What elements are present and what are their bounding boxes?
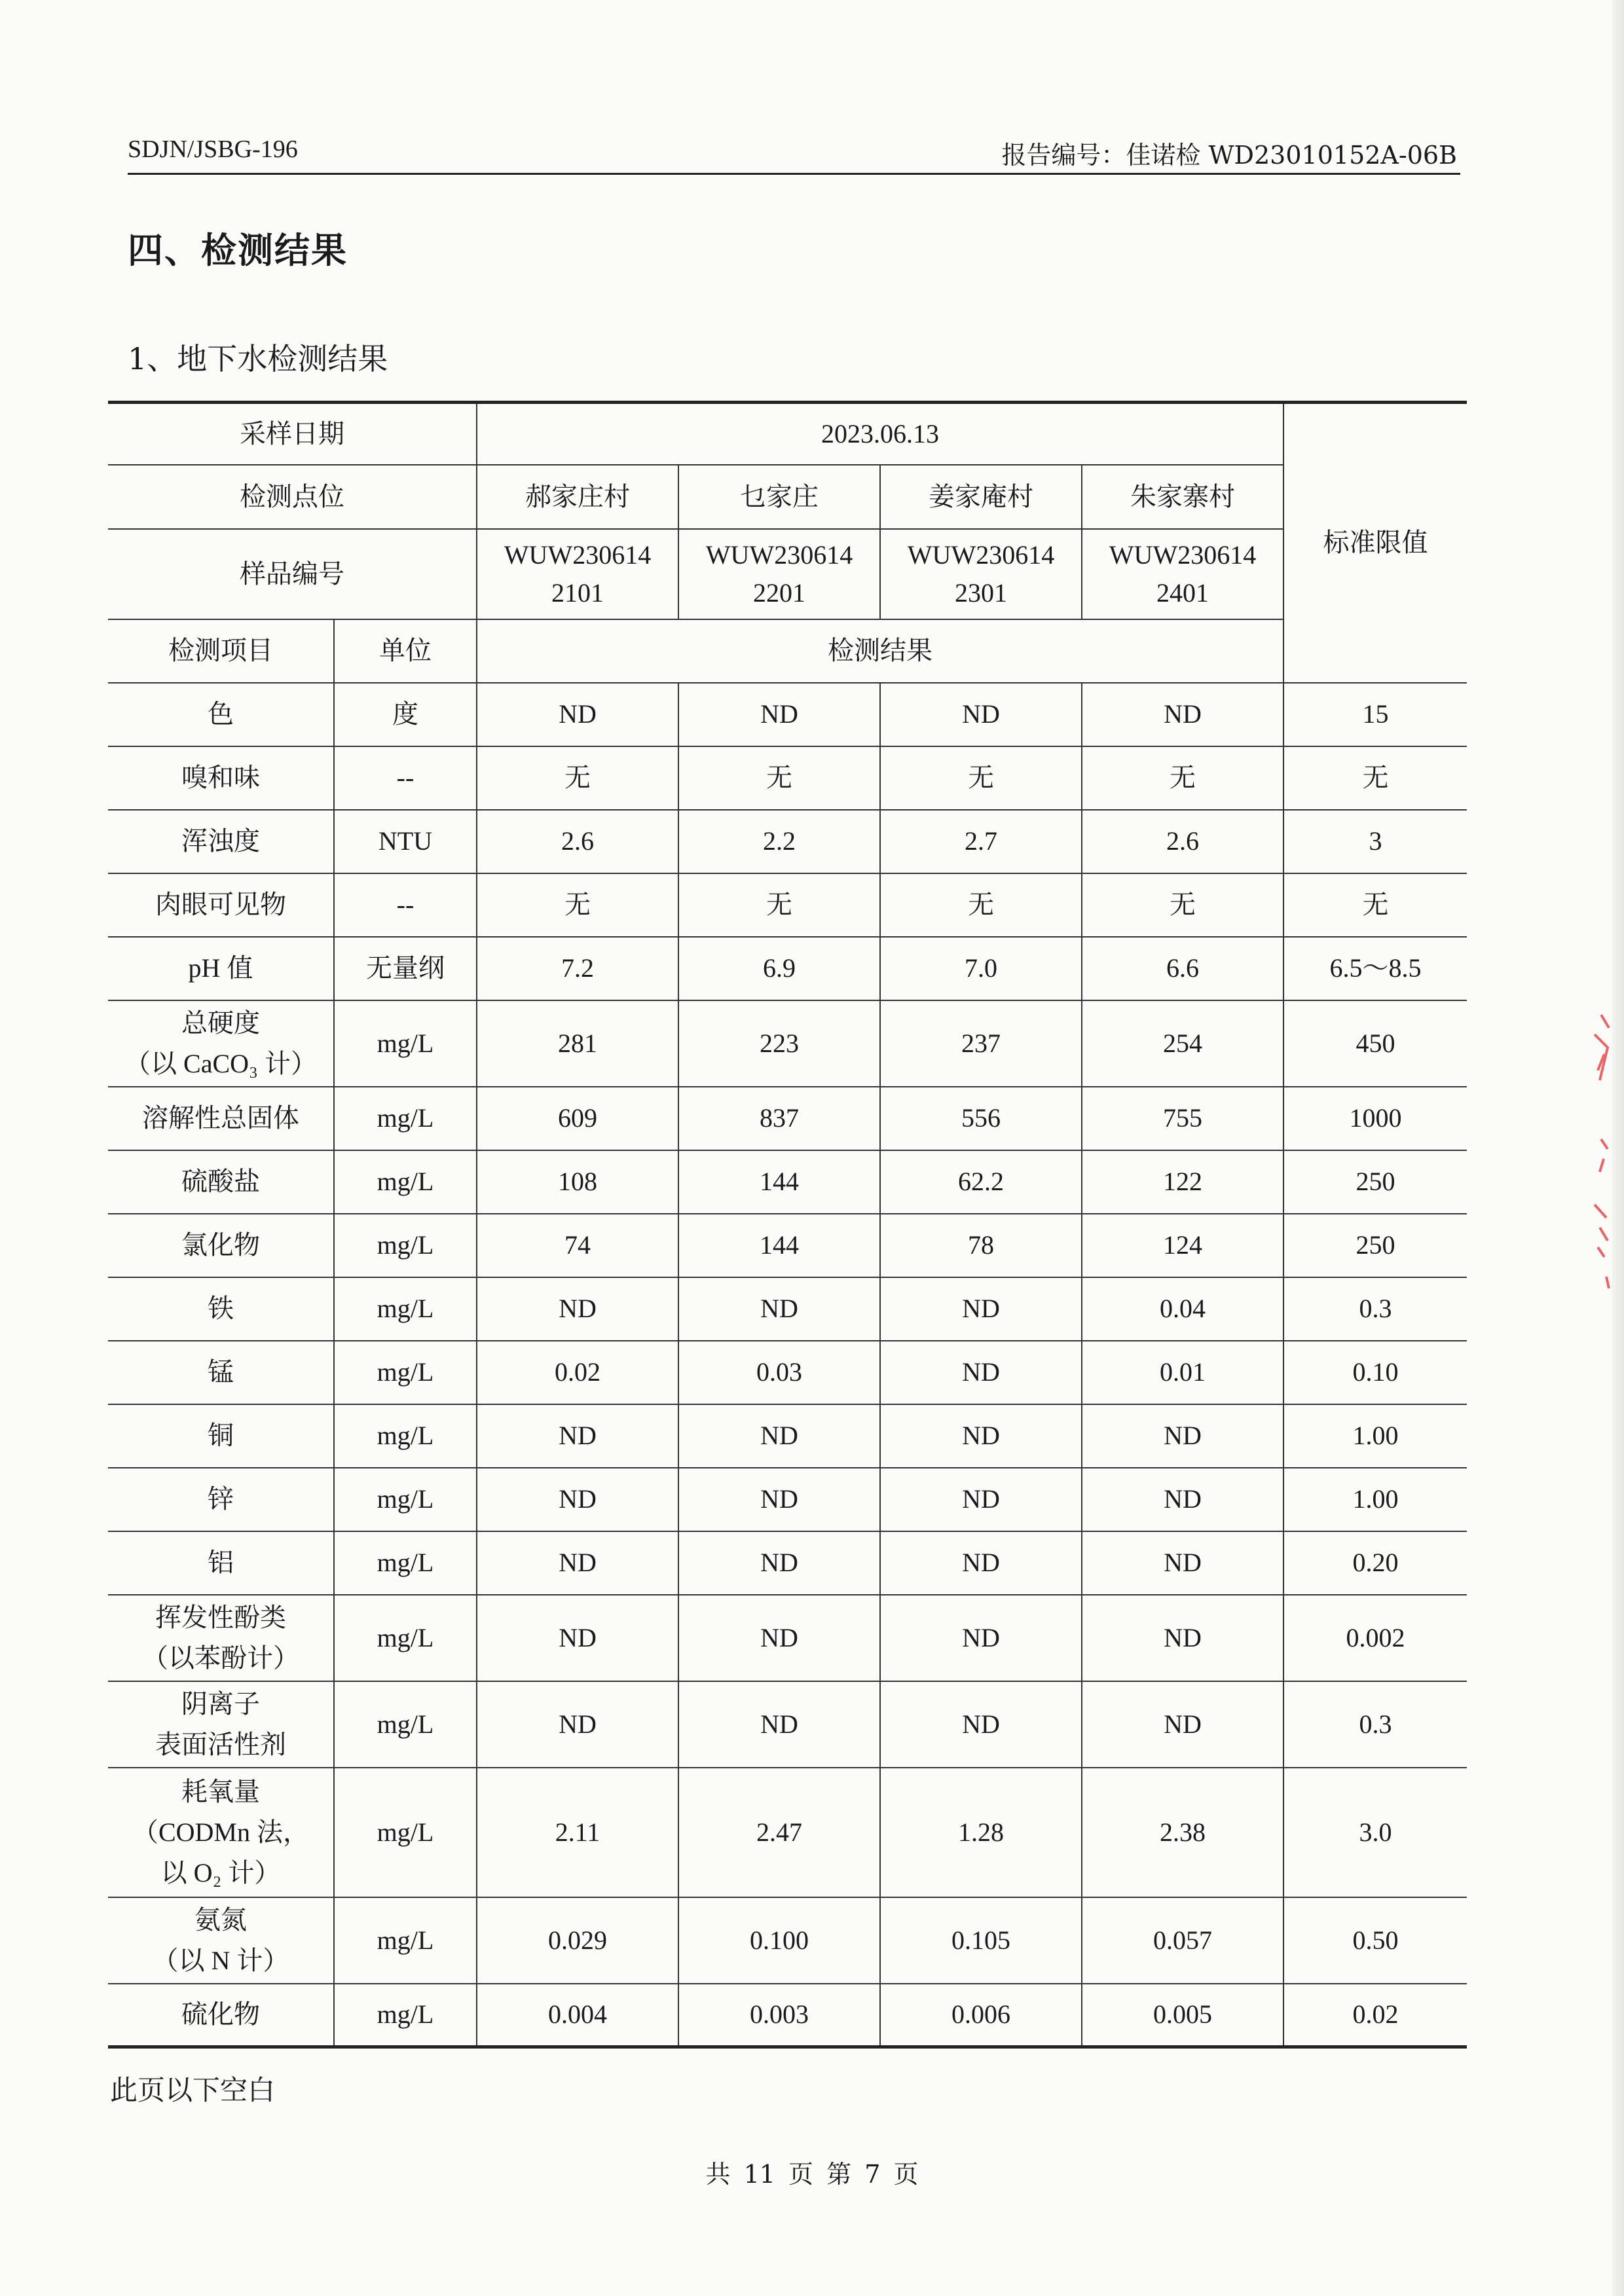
page-footer: 共 11 页 第 7 页 [705, 2160, 919, 2189]
result-value: ND [880, 1681, 1082, 1768]
result-value: 223 [678, 1000, 880, 1087]
item-name-line: 氨氮 [194, 1904, 247, 1935]
result-header: 检测结果 [477, 619, 1283, 683]
item-name [108, 683, 334, 746]
item-name [108, 873, 334, 937]
item-name-line: 阴离子 [181, 1688, 260, 1719]
result-row [108, 1277, 1467, 1341]
unit-cell: mg/L [334, 1341, 477, 1404]
result-value: 837 [678, 1087, 880, 1150]
result-row [108, 683, 1467, 746]
result-row [108, 1595, 1467, 1681]
item-name [108, 1595, 334, 1681]
item-name [108, 1000, 334, 1087]
groundwater-results-table [108, 401, 1467, 2049]
unit-cell: 无量纲 [334, 937, 477, 1000]
result-value: 0.04 [1082, 1277, 1283, 1341]
result-value: 0.057 [1082, 1897, 1283, 1984]
item-name-line: 铁 [208, 1294, 234, 1323]
result-value: 78 [880, 1214, 1082, 1277]
limit-value: 1.00 [1283, 1404, 1467, 1468]
result-value: ND [880, 1404, 1082, 1468]
sample-no-line: 2101 [551, 577, 604, 608]
item-header: 检测项目 [108, 619, 334, 683]
item-name-line: （以 N 计） [152, 1945, 289, 1975]
result-value: 2.7 [880, 810, 1082, 873]
unit-cell: mg/L [334, 1087, 477, 1150]
result-value: ND [477, 1681, 678, 1768]
sampling-date: 2023.06.13 [477, 403, 1283, 465]
result-value: 556 [880, 1087, 1082, 1150]
result-value: 0.100 [678, 1897, 880, 1984]
result-row [108, 1000, 1467, 1087]
site-name: 郝家庄村 [477, 465, 678, 529]
header-rule [128, 173, 1460, 175]
limit-value: 0.3 [1283, 1681, 1467, 1768]
result-value: 2.38 [1082, 1768, 1283, 1897]
result-value: 无 [1082, 873, 1283, 937]
item-name-line: （以 CaCO₃ 计） [124, 1048, 317, 1078]
site-label: 检测点位 [108, 465, 477, 529]
result-value: 无 [678, 746, 880, 810]
limit-value: 无 [1283, 746, 1467, 810]
result-value: ND [880, 683, 1082, 746]
sample-no [880, 529, 1082, 619]
result-value: 2.6 [1082, 810, 1283, 873]
result-value: 无 [477, 873, 678, 937]
result-value: 0.01 [1082, 1341, 1283, 1404]
result-value: 62.2 [880, 1150, 1082, 1214]
limit-value: 250 [1283, 1150, 1467, 1214]
item-name-line: 铜 [208, 1421, 234, 1450]
item-name [108, 937, 334, 1000]
result-value: 0.003 [678, 1984, 880, 2047]
result-value: ND [477, 1468, 678, 1531]
result-value: 108 [477, 1150, 678, 1214]
paper-edge [1612, 0, 1624, 2296]
item-name-line: 肉眼可见物 [155, 890, 286, 919]
result-value: ND [880, 1277, 1082, 1341]
item-name-line: pH 值 [188, 953, 253, 983]
item-name [108, 1087, 334, 1150]
item-name-line: （CODMn 法， [132, 1817, 310, 1847]
result-value: 0.029 [477, 1897, 678, 1984]
result-value: 无 [880, 746, 1082, 810]
site-name: 乜家庄 [678, 465, 880, 529]
result-value: 2.6 [477, 810, 678, 873]
unit-cell: mg/L [334, 1277, 477, 1341]
result-value: ND [880, 1468, 1082, 1531]
limit-value: 0.20 [1283, 1531, 1467, 1595]
result-value: 0.03 [678, 1341, 880, 1404]
item-name-line: 锌 [208, 1484, 234, 1514]
item-name-line: 铝 [208, 1548, 234, 1577]
result-value: 0.02 [477, 1341, 678, 1404]
result-row [108, 1150, 1467, 1214]
sample-no-line: WUW230614 [705, 539, 853, 570]
limit-value: 0.02 [1283, 1984, 1467, 2047]
result-value: ND [678, 1595, 880, 1681]
result-row [108, 1214, 1467, 1277]
result-value: 7.0 [880, 937, 1082, 1000]
limit-value: 3.0 [1283, 1768, 1467, 1897]
result-value: 144 [678, 1150, 880, 1214]
result-value: 无 [880, 873, 1082, 937]
item-name [108, 1214, 334, 1277]
result-row [108, 937, 1467, 1000]
section-title: 四、检测结果 [128, 229, 348, 271]
unit-cell: mg/L [334, 1768, 477, 1897]
item-name-line: 耗氧量 [181, 1776, 260, 1806]
result-value: ND [477, 1595, 678, 1681]
site-name: 姜家庵村 [880, 465, 1082, 529]
limit-value: 6.5～8.5 [1283, 937, 1467, 1000]
item-name-line: 嗅和味 [181, 763, 260, 792]
unit-cell: mg/L [334, 1150, 477, 1214]
result-row [108, 1984, 1467, 2047]
result-row [108, 873, 1467, 937]
limit-value: 1.00 [1283, 1468, 1467, 1531]
result-value: ND [477, 1531, 678, 1595]
limit-value: 1000 [1283, 1087, 1467, 1150]
unit-cell: mg/L [334, 1468, 477, 1531]
result-value: 无 [678, 873, 880, 937]
report-number: 报告编号：佳诺检 WD23010152A-06B [1001, 141, 1457, 170]
subsection-title: 1、地下水检测结果 [128, 341, 388, 376]
sample-no-line: 2201 [753, 577, 805, 608]
sample-no [1082, 529, 1283, 619]
result-value: ND [1082, 1468, 1283, 1531]
unit-cell: mg/L [334, 1214, 477, 1277]
result-value: ND [477, 1277, 678, 1341]
item-name [108, 1681, 334, 1768]
sample-no [678, 529, 880, 619]
sampling-date-label: 采样日期 [108, 403, 477, 465]
item-name-line: 挥发性酚类 [155, 1602, 286, 1632]
item-name-line: 溶解性总固体 [142, 1103, 299, 1133]
result-value: ND [1082, 1595, 1283, 1681]
item-name [108, 1531, 334, 1595]
unit-cell: mg/L [334, 1984, 477, 2047]
result-value: 124 [1082, 1214, 1283, 1277]
result-value: 122 [1082, 1150, 1283, 1214]
result-row [108, 1681, 1467, 1768]
item-name-line: 硫酸盐 [181, 1167, 260, 1196]
result-value: ND [1082, 1681, 1283, 1768]
item-name [108, 1341, 334, 1404]
sampling-date-row [108, 403, 1467, 465]
column-header-row [108, 619, 1467, 683]
result-value: ND [678, 1404, 880, 1468]
result-value: 254 [1082, 1000, 1283, 1087]
blank-below-note: 此页以下空白 [110, 2074, 276, 2106]
result-row [108, 1404, 1467, 1468]
result-value: ND [477, 1404, 678, 1468]
sample-no-line: WUW230614 [1109, 539, 1257, 570]
item-name-line: 色 [208, 699, 234, 729]
result-value: 2.11 [477, 1768, 678, 1897]
result-value: ND [1082, 1404, 1283, 1468]
limit-value: 450 [1283, 1000, 1467, 1087]
unit-cell: mg/L [334, 1404, 477, 1468]
item-name [108, 746, 334, 810]
item-name [108, 1404, 334, 1468]
item-name-line: 硫化物 [181, 1999, 260, 2030]
result-value: ND [678, 1531, 880, 1595]
result-value: 6.9 [678, 937, 880, 1000]
result-value: 6.6 [1082, 937, 1283, 1000]
item-name [108, 1984, 334, 2047]
unit-cell: -- [334, 746, 477, 810]
item-name [108, 1897, 334, 1984]
unit-cell: -- [334, 873, 477, 937]
item-name [108, 1150, 334, 1214]
unit-cell: mg/L [334, 1681, 477, 1768]
item-name-line: 浑浊度 [181, 826, 260, 856]
result-value: 755 [1082, 1087, 1283, 1150]
result-value: 74 [477, 1214, 678, 1277]
item-name-line: 表面活性剂 [155, 1729, 286, 1759]
result-value: 2.2 [678, 810, 880, 873]
limit-value: 无 [1283, 873, 1467, 937]
result-value: 2.47 [678, 1768, 880, 1897]
limit-value: 250 [1283, 1214, 1467, 1277]
result-value: 281 [477, 1000, 678, 1087]
result-row [108, 810, 1467, 873]
site-row [108, 465, 1467, 529]
result-value: ND [1082, 683, 1283, 746]
result-value: 0.004 [477, 1984, 678, 2047]
result-value: 0.005 [1082, 1984, 1283, 2047]
result-value: 无 [1082, 746, 1283, 810]
limit-value: 0.50 [1283, 1897, 1467, 1984]
unit-cell: mg/L [334, 1000, 477, 1087]
result-value: 无 [477, 746, 678, 810]
sample-no-label: 样品编号 [108, 529, 477, 619]
result-value: 1.28 [880, 1768, 1082, 1897]
unit-cell: NTU [334, 810, 477, 873]
item-name-line: （以苯酚计） [142, 1643, 299, 1673]
limit-value: 0.10 [1283, 1341, 1467, 1404]
item-name-line: 氯化物 [181, 1230, 260, 1260]
unit-cell: 度 [334, 683, 477, 746]
unit-cell: mg/L [334, 1531, 477, 1595]
result-value: ND [880, 1595, 1082, 1681]
result-value: 237 [880, 1000, 1082, 1087]
unit-cell: mg/L [334, 1897, 477, 1984]
sample-no-line: WUW230614 [504, 539, 652, 570]
result-value: 7.2 [477, 937, 678, 1000]
result-value: ND [880, 1341, 1082, 1404]
result-row [108, 1341, 1467, 1404]
result-row [108, 1897, 1467, 1984]
item-name [108, 1277, 334, 1341]
result-row [108, 1531, 1467, 1595]
result-value: 0.105 [880, 1897, 1082, 1984]
result-value: ND [678, 683, 880, 746]
result-value: ND [1082, 1531, 1283, 1595]
site-name: 朱家寨村 [1082, 465, 1283, 529]
result-value: ND [678, 1277, 880, 1341]
limit-value: 0.002 [1283, 1595, 1467, 1681]
result-row [108, 746, 1467, 810]
result-value: ND [678, 1681, 880, 1768]
result-row [108, 1087, 1467, 1150]
item-name [108, 1768, 334, 1897]
sample-no [477, 529, 678, 619]
sample-no-line: 2401 [1156, 577, 1209, 608]
item-name [108, 1468, 334, 1531]
item-name-line: 锰 [208, 1357, 234, 1387]
result-value: 609 [477, 1087, 678, 1150]
sample-no-line: WUW230614 [907, 539, 1055, 570]
item-name-line: 以 O₂ 计） [160, 1857, 281, 1887]
limit-header: 标准限值 [1283, 403, 1467, 683]
unit-cell: mg/L [334, 1595, 477, 1681]
sample-no-row [108, 529, 1467, 619]
result-value: ND [880, 1531, 1082, 1595]
limit-value: 3 [1283, 810, 1467, 873]
seal-fragment-icon [1575, 1008, 1614, 1290]
item-name [108, 810, 334, 873]
sample-no-line: 2301 [955, 577, 1007, 608]
unit-header: 单位 [334, 619, 477, 683]
limit-value: 15 [1283, 683, 1467, 746]
doc-code: SDJN/JSBG-196 [128, 136, 298, 163]
result-value: 0.006 [880, 1984, 1082, 2047]
item-name-line: 总硬度 [181, 1008, 260, 1038]
result-row [108, 1468, 1467, 1531]
result-value: ND [477, 683, 678, 746]
result-value: ND [678, 1468, 880, 1531]
result-row [108, 1768, 1467, 1897]
limit-value: 0.3 [1283, 1277, 1467, 1341]
result-value: 144 [678, 1214, 880, 1277]
